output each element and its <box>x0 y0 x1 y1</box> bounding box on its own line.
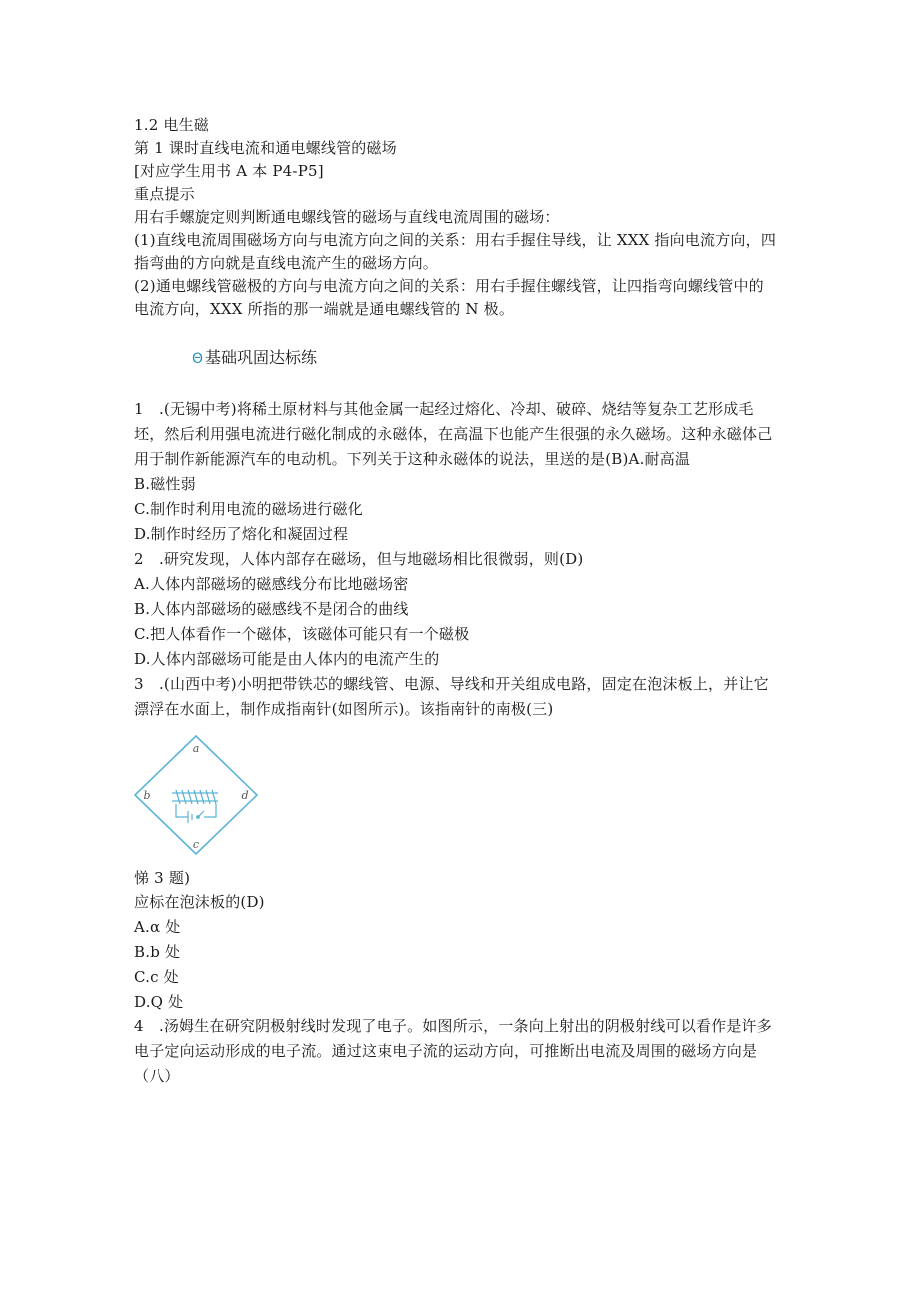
q3-option-c: C.c 处 <box>134 968 179 986</box>
figure-label-a: a <box>192 742 200 755</box>
q1-stem-line-3: 用于制作新能源汽车的电动机。下列关于这种永磁体的说法，里送的是(B)A.耐高温 <box>134 450 691 468</box>
figure-label-c: c <box>192 838 200 851</box>
lesson-title: 第 1 课时直线电流和通电螺线管的磁场 <box>134 139 397 157</box>
q1-option-b: B.磁性弱 <box>134 475 196 493</box>
figure-label-d: d <box>241 789 249 802</box>
q4-stem-line-1: 4 .汤姆生在研究阴极射线时发现了电子。如图所示，一条向上射出的阴极射线可以看作是许多 <box>134 1017 772 1035</box>
tip-1-line-1: (1)直线电流周围磁场方向与电流方向之间的关系：用右手握住导线，让 XXX 指向电流方向，四 <box>134 231 777 249</box>
q1-stem-line-2: 坯，然后利用强电流进行磁化制成的永磁体，在高温下也能产生很强的永久磁场。这种永磁体己 <box>134 425 773 443</box>
q4-stem-line-2: 电子定向运动形成的电子流。通过这束电子流的运动方向，可推断出电流及周围的磁场方向是 <box>134 1042 758 1060</box>
section-marker-icon: Θ <box>192 351 204 367</box>
q3-stem-continued: 应标在泡沫板的(D) <box>134 893 265 911</box>
solenoid-coil-icon <box>172 790 218 804</box>
q2-stem: 2 .研究发现，人体内部存在磁场，但与地磁场相比很微弱，则(D) <box>134 550 584 568</box>
compass-figure <box>132 733 260 857</box>
tip-2-line-2: 电流方向，XXX 所指的那一端就是通电螺线管的 N 极。 <box>134 300 515 318</box>
tip-1-line-2: 指弯曲的方向就是直线电流产生的磁场方向。 <box>134 254 439 272</box>
tips-intro: 用右手螺旋定则判断通电螺线管的磁场与直线电流周围的磁场： <box>134 208 560 226</box>
q3-stem-line-1: 3 .(山西中考)小明把带铁芯的螺线管、电源、导线和开关组成电路，固定在泡沫板上，并让它 <box>134 675 769 693</box>
q1-option-c: C.制作时利用电流的磁场进行磁化 <box>134 500 363 518</box>
q2-option-b: B.人体内部磁场的磁感线不是闭合的曲线 <box>134 600 409 618</box>
q3-figure-caption: 悌 3 题) <box>134 869 191 887</box>
circuit-wires-icon <box>176 804 216 823</box>
q3-option-d: D.Q 处 <box>134 993 184 1011</box>
q2-option-a: A.人体内部磁场的磁感线分布比地磁场密 <box>134 575 409 593</box>
q1-option-d: D.制作时经历了熔化和凝固过程 <box>134 525 349 543</box>
q4-answer-marker: （八） <box>134 1067 180 1085</box>
q2-option-c: C.把人体看作一个磁体，该磁体可能只有一个磁极 <box>134 625 470 643</box>
q3-option-a: A.α 处 <box>134 918 181 936</box>
tip-2-line-1: (2)通电螺线管磁极的方向与电流方向之间的关系：用右手握住螺线管，让四指弯向螺线管中的 <box>134 277 764 295</box>
book-reference: [对应学生用书 A 本 P4-P5] <box>134 162 324 180</box>
figure-label-b: b <box>143 789 151 802</box>
q3-option-b: B.b 处 <box>134 943 181 961</box>
section-heading <box>192 347 317 370</box>
section-title: 基础巩固达标练 <box>205 348 318 367</box>
document-title: 1.2 电生磁 <box>134 116 210 134</box>
q2-option-d: D.人体内部磁场可能是由人体内的电流产生的 <box>134 650 440 668</box>
q3-stem-line-2: 漂浮在水面上，制作成指南针(如图所示)。该指南针的南极(三) <box>134 700 554 718</box>
tips-heading: 重点提示 <box>134 185 195 203</box>
q1-stem-line-1: 1 .(无锡中考)将稀土原材料与其他金属一起经过熔化、冷却、破碎、烧结等复杂工艺形成毛 <box>134 400 754 418</box>
